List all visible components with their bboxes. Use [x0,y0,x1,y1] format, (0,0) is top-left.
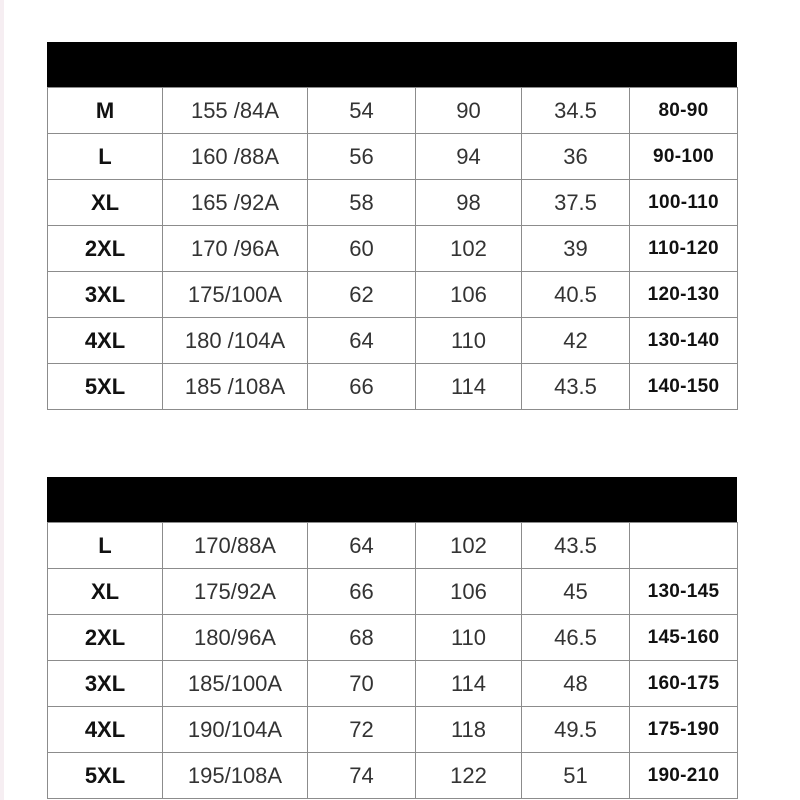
shoulder-cell: 42 [522,318,630,364]
table-header-bar [47,477,737,522]
chest-cell: 94 [416,134,522,180]
table-row [48,753,738,799]
height-bust-cell: 170 /96A [163,226,308,272]
height-bust-cell: 195/108A [163,753,308,799]
height-bust-cell: 180 /104A [163,318,308,364]
height-bust-cell: 180/96A [163,615,308,661]
height-bust-cell: 175/92A [163,569,308,615]
chest-cell: 102 [416,523,522,569]
chest-cell: 114 [416,364,522,410]
length-cell: 64 [308,523,416,569]
shoulder-cell: 51 [522,753,630,799]
length-cell: 70 [308,661,416,707]
weight-range-cell: 90-100 [630,134,738,180]
chest-cell: 118 [416,707,522,753]
length-cell: 62 [308,272,416,318]
size-table [47,87,738,410]
size-table [47,522,738,799]
table-row [48,661,738,707]
weight-range-cell: 175-190 [630,707,738,753]
shoulder-cell: 37.5 [522,180,630,226]
length-cell: 60 [308,226,416,272]
size-cell: L [48,523,163,569]
weight-range-cell: 100-110 [630,180,738,226]
height-bust-cell: 185/100A [163,661,308,707]
shoulder-cell: 34.5 [522,88,630,134]
size-cell: 3XL [48,272,163,318]
height-bust-cell: 185 /108A [163,364,308,410]
table-row [48,272,738,318]
weight-range-cell: 130-145 [630,569,738,615]
table-row [48,318,738,364]
weight-range-cell: 120-130 [630,272,738,318]
height-bust-cell: 165 /92A [163,180,308,226]
height-bust-cell: 190/104A [163,707,308,753]
size-chart-top [47,42,737,410]
table-row [48,180,738,226]
size-cell: 5XL [48,364,163,410]
chest-cell: 106 [416,272,522,318]
chest-cell: 110 [416,615,522,661]
length-cell: 58 [308,180,416,226]
height-bust-cell: 170/88A [163,523,308,569]
weight-range-cell: 145-160 [630,615,738,661]
weight-range-cell: 80-90 [630,88,738,134]
chest-cell: 90 [416,88,522,134]
size-cell: XL [48,180,163,226]
size-cell: 4XL [48,318,163,364]
shoulder-cell: 40.5 [522,272,630,318]
length-cell: 74 [308,753,416,799]
length-cell: 68 [308,615,416,661]
weight-range-cell: 110-120 [630,226,738,272]
table-row [48,134,738,180]
shoulder-cell: 49.5 [522,707,630,753]
size-cell: 2XL [48,226,163,272]
weight-range-cell: 140-150 [630,364,738,410]
height-bust-cell: 175/100A [163,272,308,318]
size-cell: XL [48,569,163,615]
length-cell: 72 [308,707,416,753]
size-cell: 4XL [48,707,163,753]
table-row [48,523,738,569]
shoulder-cell: 43.5 [522,523,630,569]
shoulder-cell: 39 [522,226,630,272]
weight-range-cell [630,523,738,569]
chest-cell: 114 [416,661,522,707]
table-row [48,615,738,661]
shoulder-cell: 45 [522,569,630,615]
chest-cell: 98 [416,180,522,226]
length-cell: 66 [308,569,416,615]
table-row [48,88,738,134]
length-cell: 56 [308,134,416,180]
left-edge-strip [0,0,4,800]
size-cell: L [48,134,163,180]
shoulder-cell: 43.5 [522,364,630,410]
chest-cell: 122 [416,753,522,799]
weight-range-cell: 160-175 [630,661,738,707]
table-row [48,707,738,753]
chest-cell: 110 [416,318,522,364]
shoulder-cell: 36 [522,134,630,180]
height-bust-cell: 155 /84A [163,88,308,134]
shoulder-cell: 48 [522,661,630,707]
table-row [48,569,738,615]
size-cell: 3XL [48,661,163,707]
size-chart-bottom [47,477,737,799]
chest-cell: 106 [416,569,522,615]
height-bust-cell: 160 /88A [163,134,308,180]
size-cell: M [48,88,163,134]
length-cell: 64 [308,318,416,364]
weight-range-cell: 190-210 [630,753,738,799]
length-cell: 66 [308,364,416,410]
table-row [48,226,738,272]
shoulder-cell: 46.5 [522,615,630,661]
size-cell: 2XL [48,615,163,661]
chest-cell: 102 [416,226,522,272]
table-row [48,364,738,410]
weight-range-cell: 130-140 [630,318,738,364]
size-cell: 5XL [48,753,163,799]
table-header-bar [47,42,737,87]
length-cell: 54 [308,88,416,134]
